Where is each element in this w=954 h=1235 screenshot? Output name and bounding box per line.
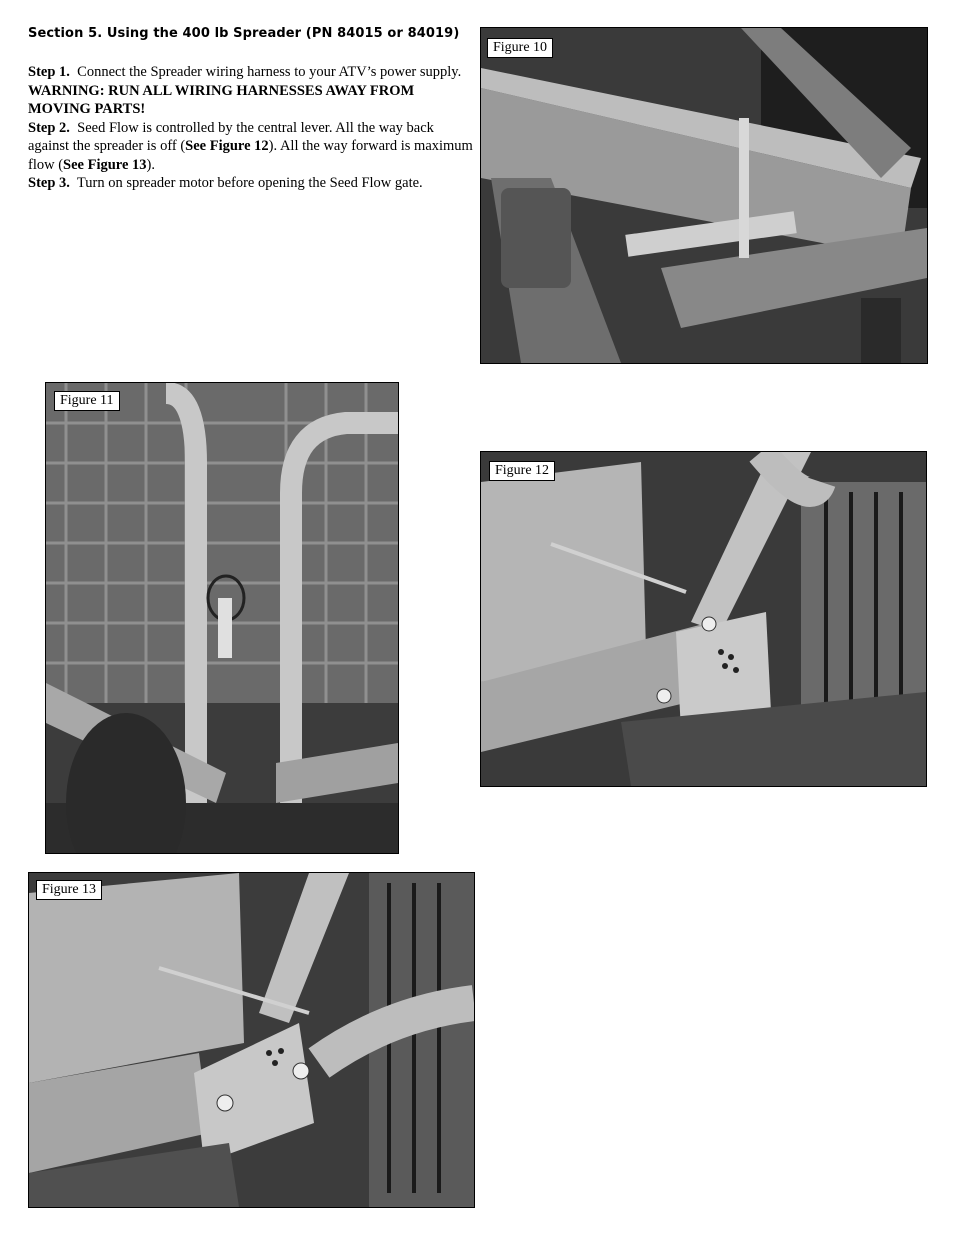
step-2-text-a: Seed Flow is controlled by the central lever. All the way back against the spreader is off ( [28, 119, 434, 154]
step-1-label: Step 1. [28, 64, 70, 80]
step-1-text: Connect the Spreader wiring harness to your ATV’s power supply. [77, 64, 462, 80]
step-2-text-c: ). [146, 156, 156, 173]
step-3 [28, 174, 473, 193]
step-3-label: Step 3. [28, 175, 70, 191]
step-2-label: Step 2. [28, 119, 70, 136]
figure-12-image [481, 452, 926, 786]
figure-12-label: Figure 12 [489, 461, 555, 481]
step-1-warning: WARNING: RUN ALL WIRING HARNESSES AWAY FROM MOVING PARTS! [28, 82, 415, 117]
figure-13-photo [28, 872, 475, 1208]
step-2-text-b: ). All the way forward is maximum flow ( [28, 138, 473, 173]
section-title: Section 5. Using the 400 lb Spreader (PN 84015 or 84019) [28, 26, 460, 41]
step-1 [28, 63, 473, 119]
instructions [28, 63, 473, 193]
figure-10-image [481, 28, 927, 363]
step-2-ref-fig12: See Figure 12 [185, 138, 269, 154]
figure-13-image [29, 873, 474, 1207]
step-2-ref-fig13: See Figure 13 [63, 156, 147, 173]
figure-10-label: Figure 10 [487, 38, 553, 58]
step-2 [28, 119, 473, 175]
figure-11-label: Figure 11 [54, 391, 120, 411]
figure-12-photo [480, 451, 927, 787]
figure-10-photo [480, 27, 928, 364]
figure-13-label: Figure 13 [36, 880, 102, 900]
figure-11-photo [45, 382, 399, 854]
step-3-text: Turn on spreader motor before opening the Seed Flow gate. [76, 175, 423, 191]
figure-11-image [46, 383, 398, 853]
